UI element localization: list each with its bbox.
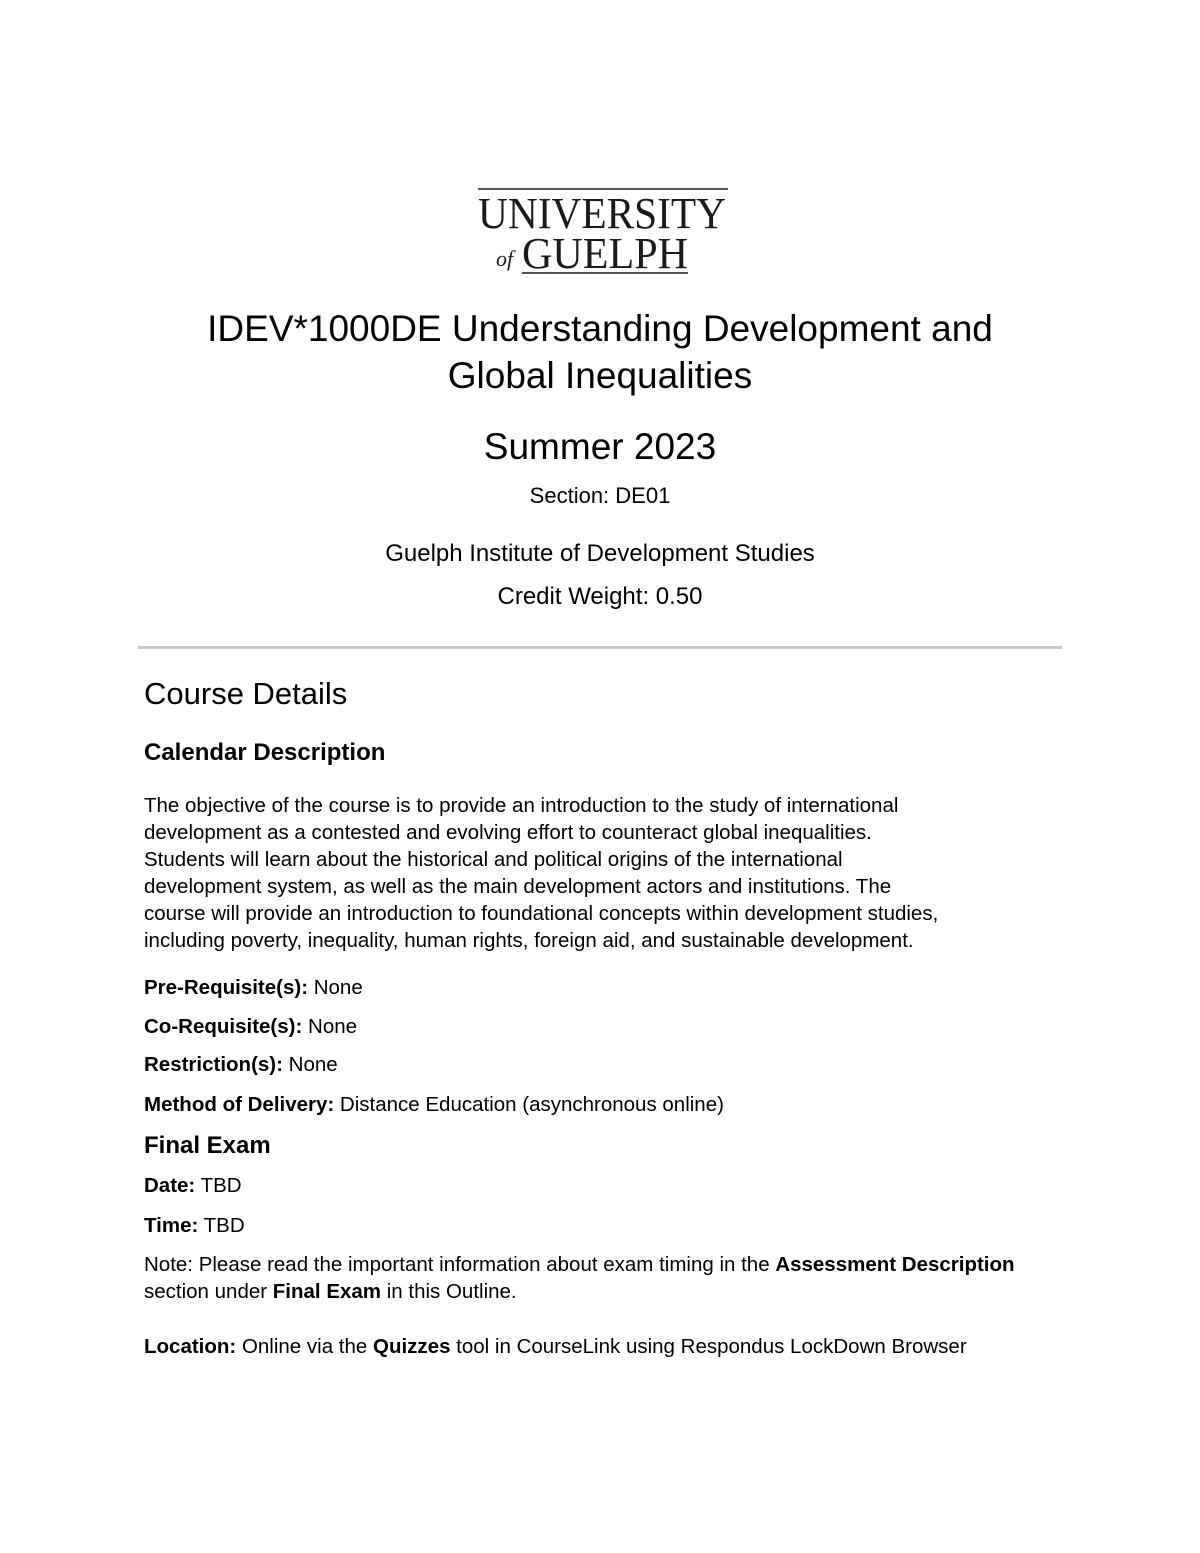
location-text: Online via the xyxy=(236,1335,373,1358)
course-details-heading: Course Details xyxy=(144,676,348,711)
description-line: course will provide an introduction to foundational concepts within development studies, xyxy=(144,902,939,925)
corequisites xyxy=(144,1013,1064,1040)
corequisites-label: Co-Requisite(s): xyxy=(144,1015,303,1038)
credit-weight: Credit Weight: 0.50 xyxy=(497,583,703,610)
note-bold-final-exam: Final Exam xyxy=(272,1280,382,1303)
delivery-value: Distance Education (asynchronous online) xyxy=(334,1093,724,1116)
svg-text:of: of xyxy=(496,246,514,271)
note-text: in this Outline. xyxy=(381,1280,517,1303)
calendar-description xyxy=(144,792,1064,954)
note-text: section under xyxy=(144,1280,273,1303)
prerequisites-label: Pre-Requisite(s): xyxy=(144,976,309,999)
svg-text:UNIVERSITY: UNIVERSITY xyxy=(478,189,726,238)
exam-date-label: Date: xyxy=(144,1174,196,1197)
exam-time-value: TBD xyxy=(198,1214,245,1237)
location-text: tool in CourseLink using Respondus LockDown Browser xyxy=(450,1335,967,1358)
description-line: development system, as well as the main development actors and institutions. The xyxy=(144,875,892,898)
exam-location xyxy=(144,1333,1064,1360)
svg-text:GUELPH: GUELPH xyxy=(522,229,688,276)
exam-time xyxy=(144,1212,1064,1239)
course-title-line1: IDEV*1000DE Understanding Development and xyxy=(207,308,993,349)
term: Summer 2023 xyxy=(483,426,717,467)
exam-date-value: TBD xyxy=(195,1174,242,1197)
exam-date xyxy=(144,1172,1064,1199)
exam-note xyxy=(144,1251,1064,1305)
corequisites-value: None xyxy=(302,1015,358,1038)
calendar-description-heading: Calendar Description xyxy=(144,739,386,766)
course-title-line2: Global Inequalities xyxy=(447,355,753,396)
location-label: Location: xyxy=(144,1335,237,1358)
restrictions-label: Restriction(s): xyxy=(144,1053,283,1076)
course-title xyxy=(0,305,1200,399)
delivery-label: Method of Delivery: xyxy=(144,1093,335,1116)
description-line: including poverty, inequality, human rights, foreign aid, and sustainable development. xyxy=(144,929,914,952)
final-exam-heading: Final Exam xyxy=(144,1132,271,1159)
prerequisites xyxy=(144,974,1064,1001)
note-text: Note: Please read the important information about exam timing in the xyxy=(144,1253,776,1276)
restrictions xyxy=(144,1051,1064,1078)
description-line: Students will learn about the historical and political origins of the international xyxy=(144,848,843,871)
prerequisites-value: None xyxy=(308,976,363,999)
restrictions-value: None xyxy=(282,1053,338,1076)
exam-time-label: Time: xyxy=(144,1214,199,1237)
section-code: Section: DE01 xyxy=(529,483,671,508)
description-line: development as a contested and evolving effort to counteract global inequalities. xyxy=(144,821,872,844)
note-bold-assessment: Assessment Description xyxy=(775,1253,1015,1276)
location-quizzes: Quizzes xyxy=(373,1335,451,1358)
university-of-guelph-logo xyxy=(476,186,730,276)
department: Guelph Institute of Development Studies xyxy=(385,540,815,567)
divider xyxy=(138,646,1062,649)
description-line: The objective of the course is to provide an introduction to the study of international xyxy=(144,794,899,817)
method-of-delivery xyxy=(144,1091,1064,1118)
